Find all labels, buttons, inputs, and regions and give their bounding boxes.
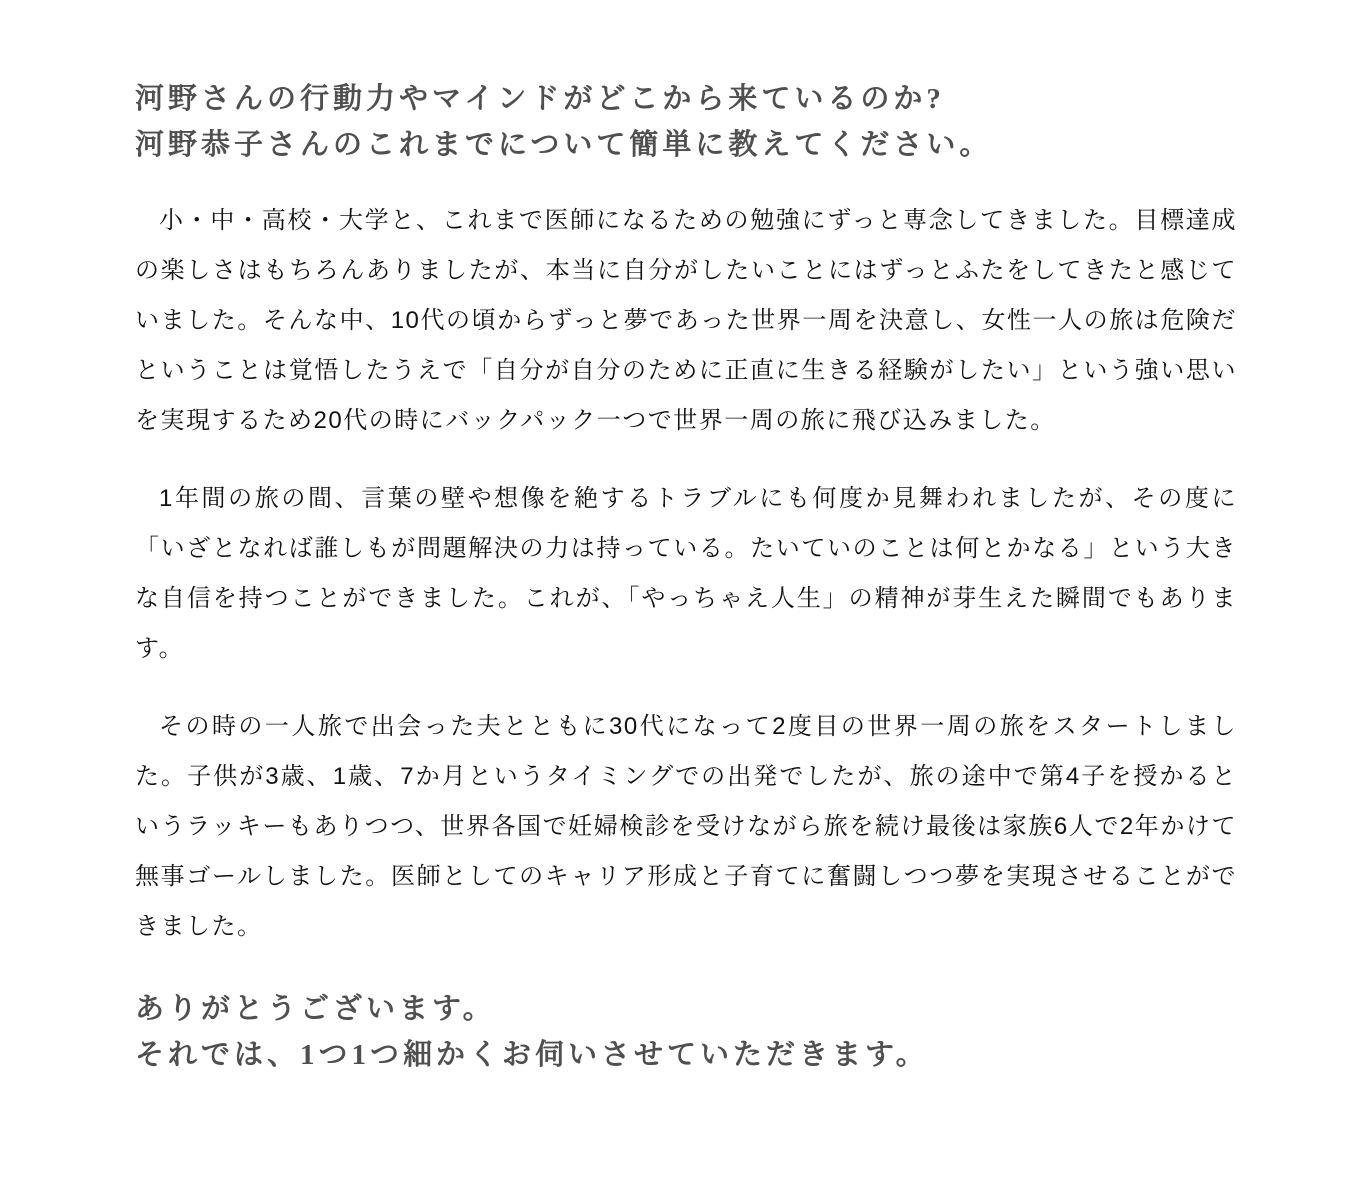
interview-answer bbox=[135, 196, 1237, 952]
interviewer-closing bbox=[135, 986, 1237, 1078]
question-line-2: 河野恭子さんのこれまでについて簡単に教えてください。 bbox=[135, 129, 993, 161]
answer-paragraph-3: その時の一人旅で出会った夫とともに30代になって2度目の世界一周の旅をスタートしました。子供が3歳、1歳、7か月というタイミングでの出発でしたが、旅の途中で第4子を授かるというラッキーもありつつ、世界各国で妊婦検診を受けながら旅を続け最後は家族6人で2年かけて無事ゴールしました。医師としてのキャリア形成と子育てに奮闘しつつ夢を実現させることができました。 bbox=[135, 713, 1237, 940]
closing-line-2: それでは、1つ1つ細かくお伺いさせていただきます。 bbox=[135, 1039, 929, 1071]
interview-question bbox=[135, 76, 1237, 168]
question-line-1: 河野さんの行動力やマインドがどこから来ているのか? bbox=[135, 83, 945, 115]
closing-line-1: ありがとうございます。 bbox=[135, 993, 496, 1025]
answer-paragraph-1: 小・中・高校・大学と、これまで医師になるための勉強にずっと専念してきました。目標達成の楽しさはもちろんありましたが、本当に自分がしたいことにはずっとふたをしてきたと感じていました。そんな中、10代の頃からずっと夢であった世界一周を決意し、女性一人の旅は危険だということは覚悟したうえで「自分が自分のために正直に生きる経験がしたい」という強い思いを実現するため20代の時にバックパック一つで世界一周の旅に飛び込みました。 bbox=[135, 207, 1237, 434]
answer-paragraph-2: 1年間の旅の間、言葉の壁や想像を絶するトラブルにも何度か見舞われましたが、その度に「いざとなれば誰しもが問題解決の力は持っている。たいていのことは何とかなる」という大きな自信を持つことができました。これが、「やっちゃえ人生」の精神が芽生えた瞬間でもあります。 bbox=[135, 485, 1237, 662]
article-page bbox=[135, 0, 1237, 1078]
